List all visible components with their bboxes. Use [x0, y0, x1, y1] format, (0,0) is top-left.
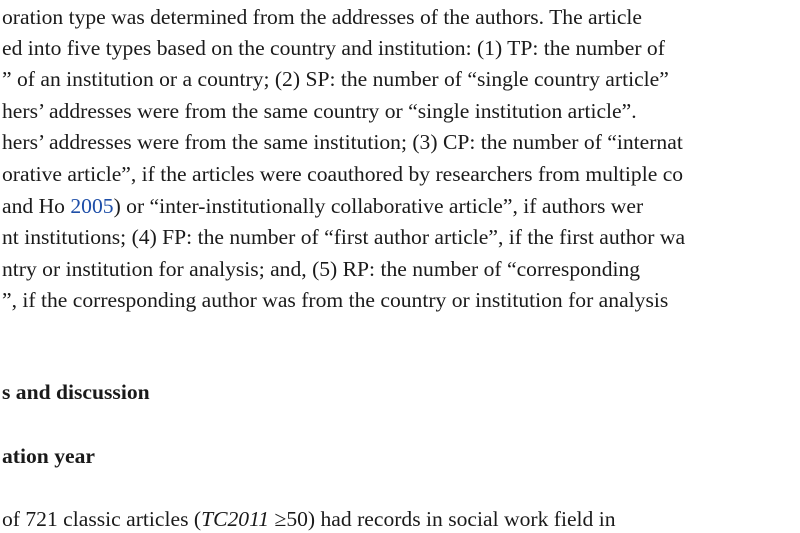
body-text-line-2: ed into five types based on the country and institution: (1) TP: the number of — [2, 36, 665, 60]
body-text-line-9: ntry or institution for analysis; and, (5) RP: the number of “corresponding — [2, 257, 641, 281]
subsection-heading: ation year — [2, 444, 95, 468]
body-text-line-3: ” of an institution or a country; (2) SP: the number of “single country article” — [2, 67, 669, 91]
metric-term: TC2011 — [201, 507, 270, 531]
body-text-line-5: hers’ addresses were from the same institution; (3) CP: the number of “internat — [2, 130, 683, 154]
body-text-final-line — [2, 506, 616, 532]
citation-prefix: and Ho — [2, 194, 71, 218]
section-heading: s and discussion — [2, 380, 150, 404]
body-text-line-8: nt institutions; (4) FP: the number of “first author article”, if the first author wa — [2, 225, 686, 249]
citation-suffix: ) or “inter-institutionally collaborative article”, if authors wer — [113, 194, 644, 218]
body-text-line-6: orative article”, if the articles were coauthored by researchers from multiple co — [2, 162, 684, 186]
body-text-line-7 — [2, 193, 643, 219]
body-text-line-1: oration type was determined from the addresses of the authors. The article — [2, 5, 642, 29]
body-text-line-4: hers’ addresses were from the same country or “single institution article”. — [2, 99, 637, 123]
final-line-prefix: of 721 classic articles ( — [2, 507, 202, 531]
citation-link[interactable]: 2005 — [70, 194, 114, 218]
body-text-line-10: ”, if the corresponding author was from the country or institution for analysis — [2, 288, 669, 312]
final-line-rest: ≥50) had records in social work field in — [269, 507, 616, 531]
